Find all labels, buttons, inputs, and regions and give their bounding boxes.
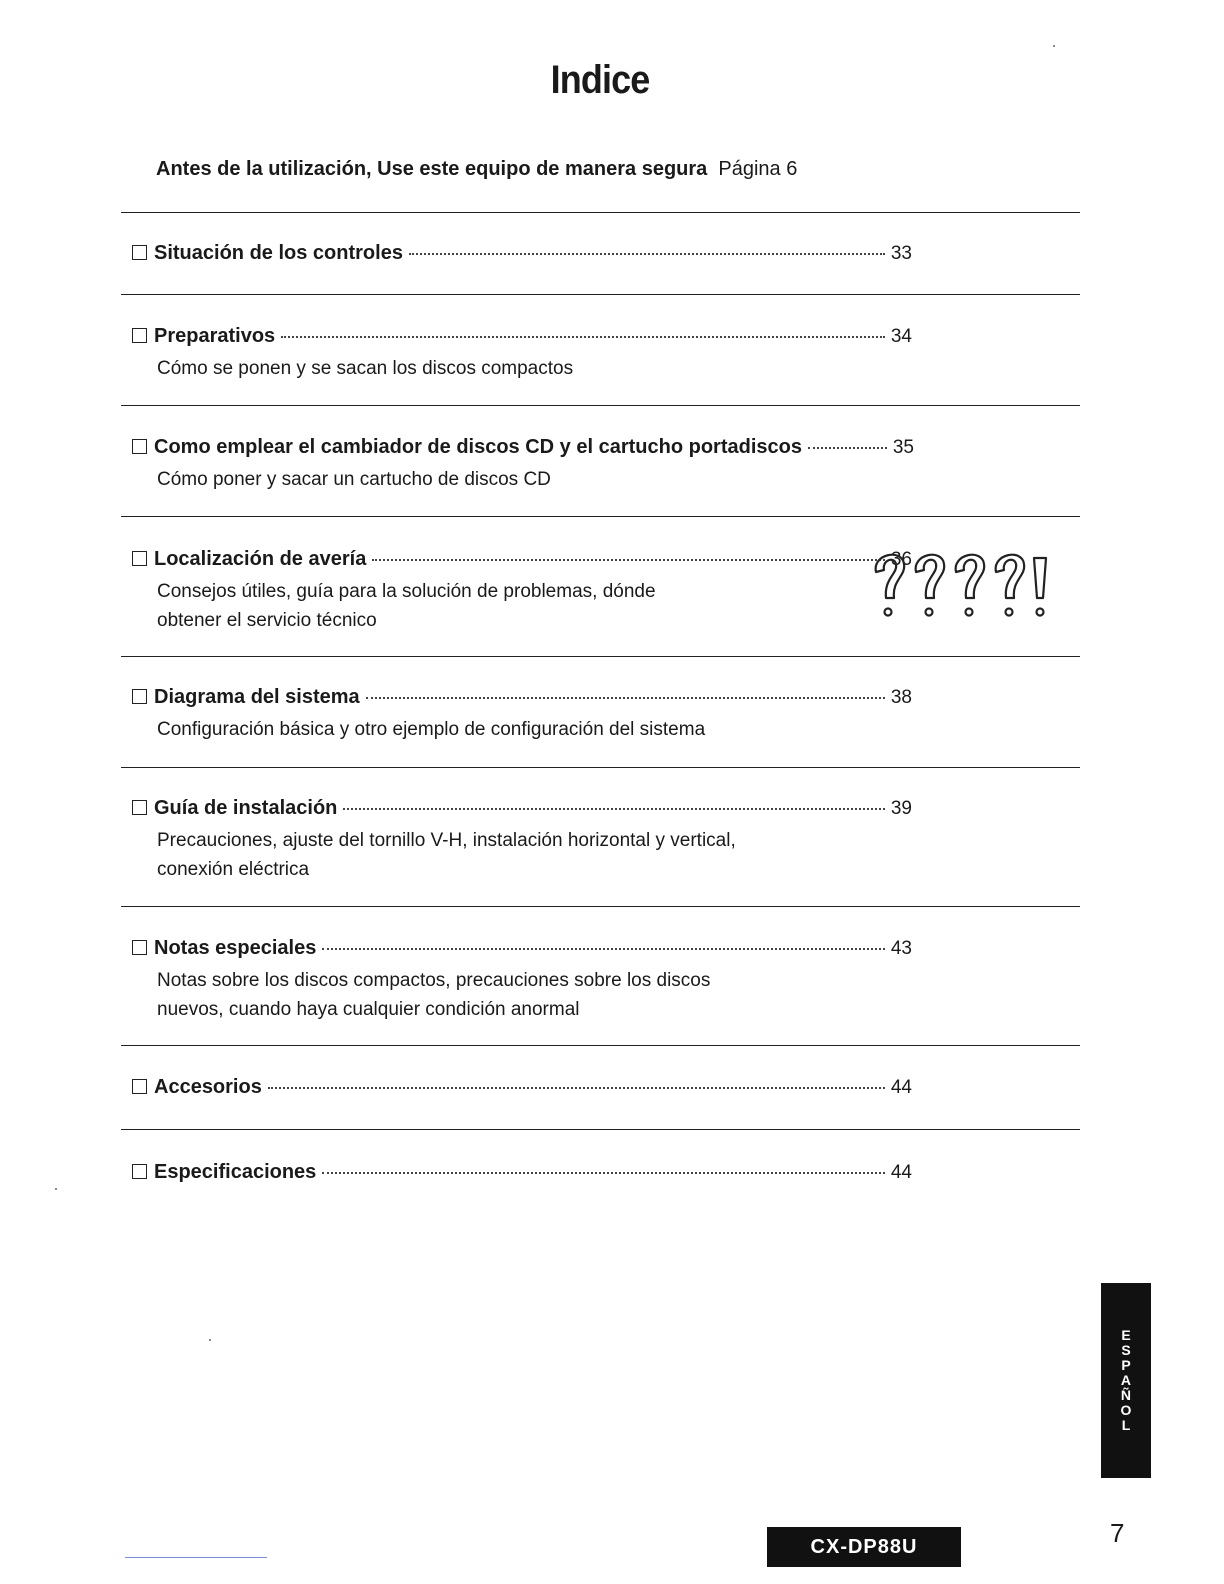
tab-letter: L (1121, 1417, 1131, 1433)
tab-letter: P (1121, 1357, 1131, 1373)
checkbox-icon (132, 328, 147, 343)
intro-bold-text: Antes de la utilización, Use este equipo de manera segura (156, 158, 708, 180)
toc-entry-label: Diagrama del sistema (154, 686, 360, 708)
dot-leader (372, 559, 885, 561)
toc-entry-desc: Notas sobre los discos compactos, precauciones sobre los discos (157, 970, 711, 991)
toc-entry-desc: Configuración básica y otro ejemplo de configuración del sistema (157, 719, 706, 740)
divider (121, 516, 1080, 517)
divider (121, 767, 1080, 768)
divider (121, 1129, 1080, 1130)
tab-letter: S (1121, 1342, 1131, 1358)
toc-entry-page: 43 (890, 938, 912, 959)
checkbox-icon (132, 689, 147, 704)
toc-entry-notas[interactable] (132, 937, 912, 1024)
divider (121, 1045, 1080, 1046)
divider (121, 212, 1080, 213)
intro-line (156, 158, 797, 181)
toc-entry-instalacion[interactable] (132, 797, 912, 884)
toc-entry-desc: Cómo se ponen y se sacan los discos compactos (157, 358, 574, 379)
scan-speck (209, 1339, 211, 1341)
divider (121, 405, 1080, 406)
dot-leader (366, 697, 885, 699)
dot-leader (268, 1087, 885, 1089)
toc-entry-averia[interactable] (132, 548, 912, 635)
toc-entry-desc-2: obtener el servicio técnico (157, 610, 377, 631)
checkbox-icon (132, 800, 147, 815)
toc-entry-desc: Consejos útiles, guía para la solución de problemas, dónde (157, 581, 656, 602)
toc-entry-label: Accesorios (154, 1076, 262, 1098)
tab-letter: O (1120, 1402, 1132, 1418)
toc-entry-page: 36 (890, 549, 912, 570)
toc-entry-desc: Precauciones, ajuste del tornillo V-H, instalación horizontal y vertical, (157, 830, 736, 851)
checkbox-icon (132, 245, 147, 260)
toc-entry-desc-2: conexión eléctrica (157, 859, 310, 880)
checkbox-icon (132, 1079, 147, 1094)
question-marks-icon (868, 546, 1058, 626)
toc-entry-especificaciones[interactable] (132, 1161, 912, 1187)
toc-entry-label: Localización de avería (154, 548, 367, 570)
toc-entry-label: Especificaciones (154, 1161, 317, 1183)
toc-entry-page: 38 (890, 687, 912, 708)
divider (121, 656, 1080, 657)
footer-line (125, 1557, 267, 1558)
toc-entry-label: Preparativos (154, 325, 276, 347)
dot-leader (343, 808, 884, 810)
checkbox-icon (132, 940, 147, 955)
dot-leader (281, 336, 885, 338)
toc-entry-controls[interactable] (132, 242, 912, 268)
toc-entry-desc: Cómo poner y sacar un cartucho de discos CD (157, 469, 551, 490)
toc-entry-accesorios[interactable] (132, 1076, 912, 1102)
toc-entry-preparativos[interactable] (132, 325, 912, 383)
toc-entry-page: 34 (890, 326, 912, 347)
checkbox-icon (132, 1164, 147, 1179)
language-side-tab (1101, 1283, 1151, 1478)
tab-letter: Ñ (1120, 1387, 1132, 1403)
toc-entry-label: Guía de instalación (154, 797, 338, 819)
toc-entry-page: 44 (890, 1077, 912, 1098)
divider (121, 294, 1080, 295)
toc-entry-page: 33 (890, 243, 912, 264)
checkbox-icon (132, 439, 147, 454)
toc-entry-cambiador[interactable] (132, 436, 914, 494)
toc-entry-label: Situación de los controles (154, 242, 403, 264)
toc-entry-label: Notas especiales (154, 937, 317, 959)
dot-leader (409, 253, 885, 255)
dot-leader (808, 447, 887, 449)
model-label: CX-DP88U (767, 1527, 961, 1567)
dot-leader (322, 1172, 885, 1174)
tab-letter: E (1121, 1327, 1131, 1343)
toc-entry-label: Como emplear el cambiador de discos CD y el cartucho portadiscos (154, 436, 802, 458)
toc-entry-diagrama[interactable] (132, 686, 912, 744)
scan-speck (55, 1188, 57, 1190)
toc-entry-desc-2: nuevos, cuando haya cualquier condición anormal (157, 999, 580, 1020)
toc-entry-page: 39 (890, 798, 912, 819)
divider (121, 906, 1080, 907)
page-title: Indice (550, 58, 650, 102)
page-number: 7 (1110, 1518, 1125, 1548)
dot-leader (322, 948, 885, 950)
toc-entry-page: 44 (890, 1162, 912, 1183)
toc-entry-page: 35 (892, 437, 914, 458)
intro-page-ref: Página 6 (718, 158, 798, 180)
scan-speck (1053, 45, 1055, 47)
checkbox-icon (132, 551, 147, 566)
tab-letter: A (1120, 1372, 1132, 1388)
